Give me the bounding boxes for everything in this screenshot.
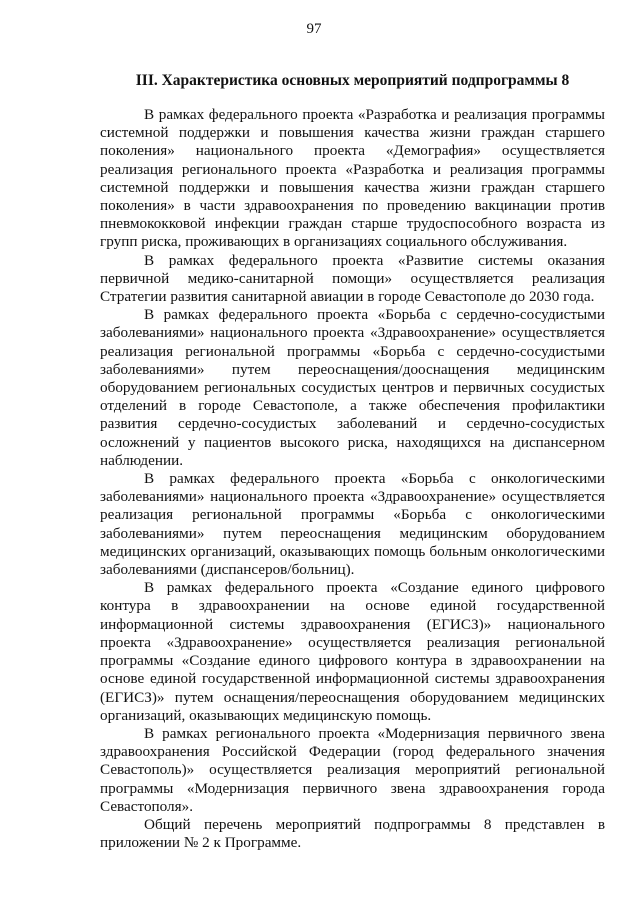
paragraph-primary-care-modernization: В рамках регионального проекта «Модернизация первичного звена здравоохранения Российской Федерации (город федерального значения Севастополь)» осуществляется реализация мероприятий региональной программы «Модернизация первичного звена здравоохранения города Севастополя». — [100, 724, 605, 815]
paragraph-digital-health-contour: В рамках федерального проекта «Создание единого цифрового контура в здравоохранении на основе единой государственной информационной системы здравоохранения (ЕГИСЗ)» национального проекта «Здравоохранение» осуществляется реализация региональной программы «Создание единого цифрового контура в здравоохранении на основе единой государственной информационной системы здравоохранения (ЕГИСЗ)» путем оснащения/переоснащения оборудованием медицинских организаций, оказывающих медицинскую помощь. — [100, 579, 605, 724]
paragraph-sanitary-aviation: В рамках федерального проекта «Развитие системы оказания первичной медико-санитарной помощи» осуществляется реализация Стратегии развития санитарной авиации в городе Севастополе до 2030 года. — [100, 251, 605, 306]
section-heading: III. Характеристика основных мероприятий подпрограммы 8 — [135, 72, 570, 89]
paragraph-pneumococcal-vaccination: В рамках федерального проекта «Разработка и реализация программы системной поддержки и повышения качества жизни граждан старшего поколения» национального проекта «Демография» осуществляется реализация регионального проекта «Разработка и реализация программы системной поддержки и повышения качества жизни граждан старшего поколения» в части здравоохранения по проведению вакцинации против пневмококковой инфекции граждан старше трудоспособного возраста из групп риска, проживающих в организациях социального обслуживания. — [100, 106, 605, 251]
document-body — [100, 106, 605, 852]
paragraph-cardiovascular: В рамках федерального проекта «Борьба с сердечно-сосудистыми заболеваниями» национального проекта «Здравоохранение» осуществляется реализация региональной программы «Борьба с сердечно-сосудистыми заболеваниями» путем переоснащения/дооснащения медицинским оборудованием региональных сосудистых центров и первичных сосудистых отделений в городе Севастополе, а также обеспечения профилактики развития сердечно-сосудистых заболеваний и сердечно-сосудистых осложнений у пациентов высокого риска, находящихся на диспансерном наблюдении. — [100, 306, 605, 469]
paragraph-oncology: В рамках федерального проекта «Борьба с онкологическими заболеваниями» национального проекта «Здравоохранение» осуществляется реализация региональной программы «Борьба с онкологическими заболеваниями» путем переоснащения медицинским оборудованием медицинских организаций, оказывающих помощь больным онкологическими заболеваниями (диспансеров/больниц). — [100, 470, 605, 579]
page-number: 97 — [306, 21, 322, 37]
paragraph-appendix-reference: Общий перечень мероприятий подпрограммы 8 представлен в приложении № 2 к Программе. — [100, 815, 605, 852]
